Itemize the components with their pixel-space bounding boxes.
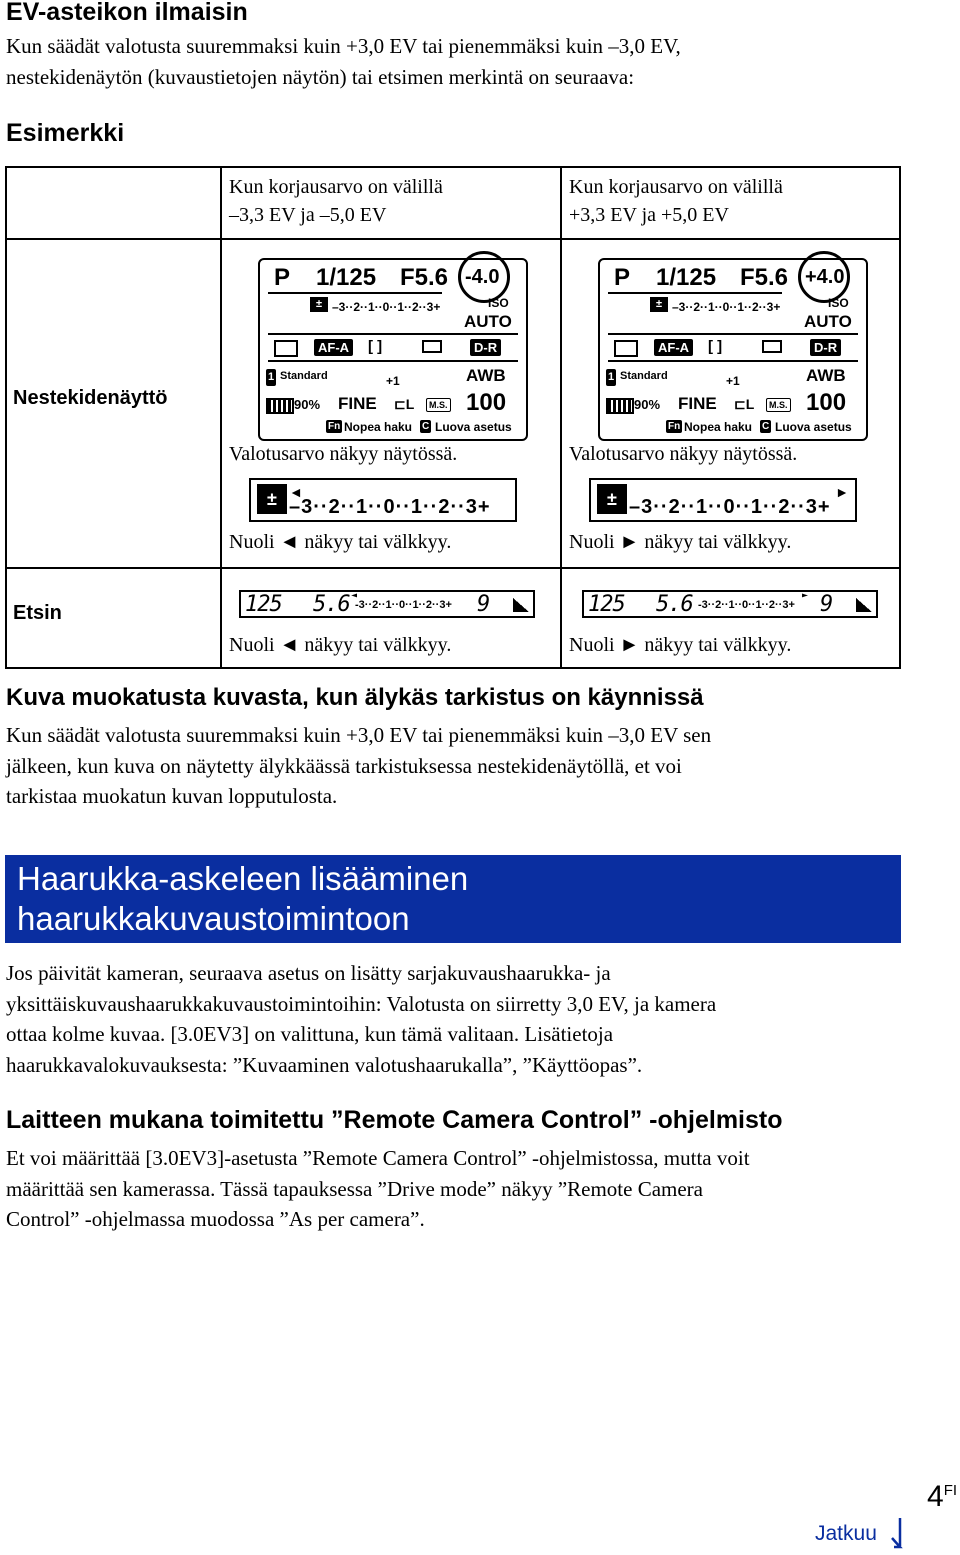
arrow-caption-positive: Nuoli ► näkyy tai välkkyy. (569, 531, 792, 553)
example-table (5, 166, 901, 669)
lcd-panel-negative: P 1/125 F5.6 -4.0 ± –3··2··1··0··1··2··3+ ISO AUTO AF-A [ ] D-R 1 Standard +1 AWB 90% FINE ⊏L M.S. 100 Fn Nopea haku C Luova asetus (258, 258, 528, 441)
viewfinder-strip-positive: 125 5.6 -3··2··1··0··1··2··3+ ► 9 (582, 590, 878, 618)
row-label-lcd: Nestekidenäyttö (13, 387, 168, 409)
page-number: $4^{FI}$ (927, 1480, 958, 1513)
section-heading-remote-camera: Laitteen mukana toimitettu ”Remote Camera Control” -ohjelmisto (6, 1106, 783, 1134)
continue-link[interactable]: Jatkuu (815, 1522, 877, 1545)
section-banner: Haarukka-askeleen lisääminen haarukkakuvaustoimintoon (5, 855, 901, 943)
section-body: Kun säädät valotusta suuremmaksi kuin +3,0 EV tai pienemmäksi kuin –3,0 EV sen jälkeen, kun kuva on näytetty älykkäässä tarkistuksessa nestekidenäytöllä, et voi tarkistaa muokatun kuvan lopputulosta. (6, 723, 712, 808)
ev-scale-positive: ± ► –3··2··1··0··1··2··3+ (589, 478, 857, 522)
example-heading: Esimerkki (6, 119, 125, 147)
ev-value: +4.0 (805, 266, 845, 288)
body-line: Kun säädät valotusta suuremmaksi kuin +3,0 EV tai pienemmäksi kuin –3,0 EV, (6, 34, 681, 58)
column-header-negative: Kun korjausarvo on välillä –3,3 EV ja –5,0 EV (229, 176, 443, 226)
row-label-viewfinder: Etsin (13, 602, 62, 624)
section-body: Et voi määrittää [3.0EV3]-asetusta ”Remote Camera Control” -ohjelmistossa, mutta voit määrittää sen kamerassa. Tässä tapauksessa ”Drive mode” näkyy ”Remote Camera Control” -ohjelmassa muodossa ”As per camera”. (6, 1146, 750, 1231)
vf-caption-negative: Nuoli ◄ näkyy tai välkkyy. (229, 634, 452, 656)
ev-scale-negative: ± ◄ –3··2··1··0··1··2··3+ (249, 478, 517, 522)
column-header-positive: Kun korjausarvo on välillä +3,3 EV ja +5,0 EV (569, 176, 783, 226)
viewfinder-strip-negative: 125 5.6 ◄ -3··2··1··0··1··2··3+ 9 (239, 590, 535, 618)
arrow-down-icon (890, 1516, 908, 1550)
vf-caption-positive: Nuoli ► näkyy tai välkkyy. (569, 634, 792, 656)
section-heading-smart-review: Kuva muokatusta kuvasta, kun älykäs tarkistus on käynnissä (6, 684, 704, 711)
ev-value: -4.0 (465, 266, 500, 288)
lcd-caption-negative: Valotusarvo näkyy näytössä. (229, 443, 458, 465)
section-body (6, 31, 681, 92)
arrow-caption-negative: Nuoli ◄ näkyy tai välkkyy. (229, 531, 452, 553)
section-body: Jos päivität kameran, seuraava asetus on lisätty sarjakuvaushaarukka- ja yksittäiskuvaushaarukkakuvaustoimintoihin: Valotusta on siirretty 3,0 EV, ja kamera ottaa kolme kuvaa. [3.0EV3] on valittuna, kun tämä valitaan. Lisätietoja haarukkavalokuvauksesta: ”Kuvaaminen valotushaarukalla”, ”Käyttöopas”. (6, 961, 717, 1077)
body-line: nestekidenäytön (kuvaustietojen näytön) tai etsimen merkintä on seuraava: (6, 64, 635, 89)
lcd-caption-positive: Valotusarvo näkyy näytössä. (569, 443, 798, 465)
lcd-panel-positive: P 1/125 F5.6 +4.0 ± –3··2··1··0··1··2··3+ ISO AUTO AF-A [ ] D-R 1 Standard +1 AWB 90% FINE ⊏L M.S. 100 Fn Nopea haku C Luova asetus (598, 258, 868, 441)
section-heading-ev-scale: EV-asteikon ilmaisin (6, 0, 248, 26)
